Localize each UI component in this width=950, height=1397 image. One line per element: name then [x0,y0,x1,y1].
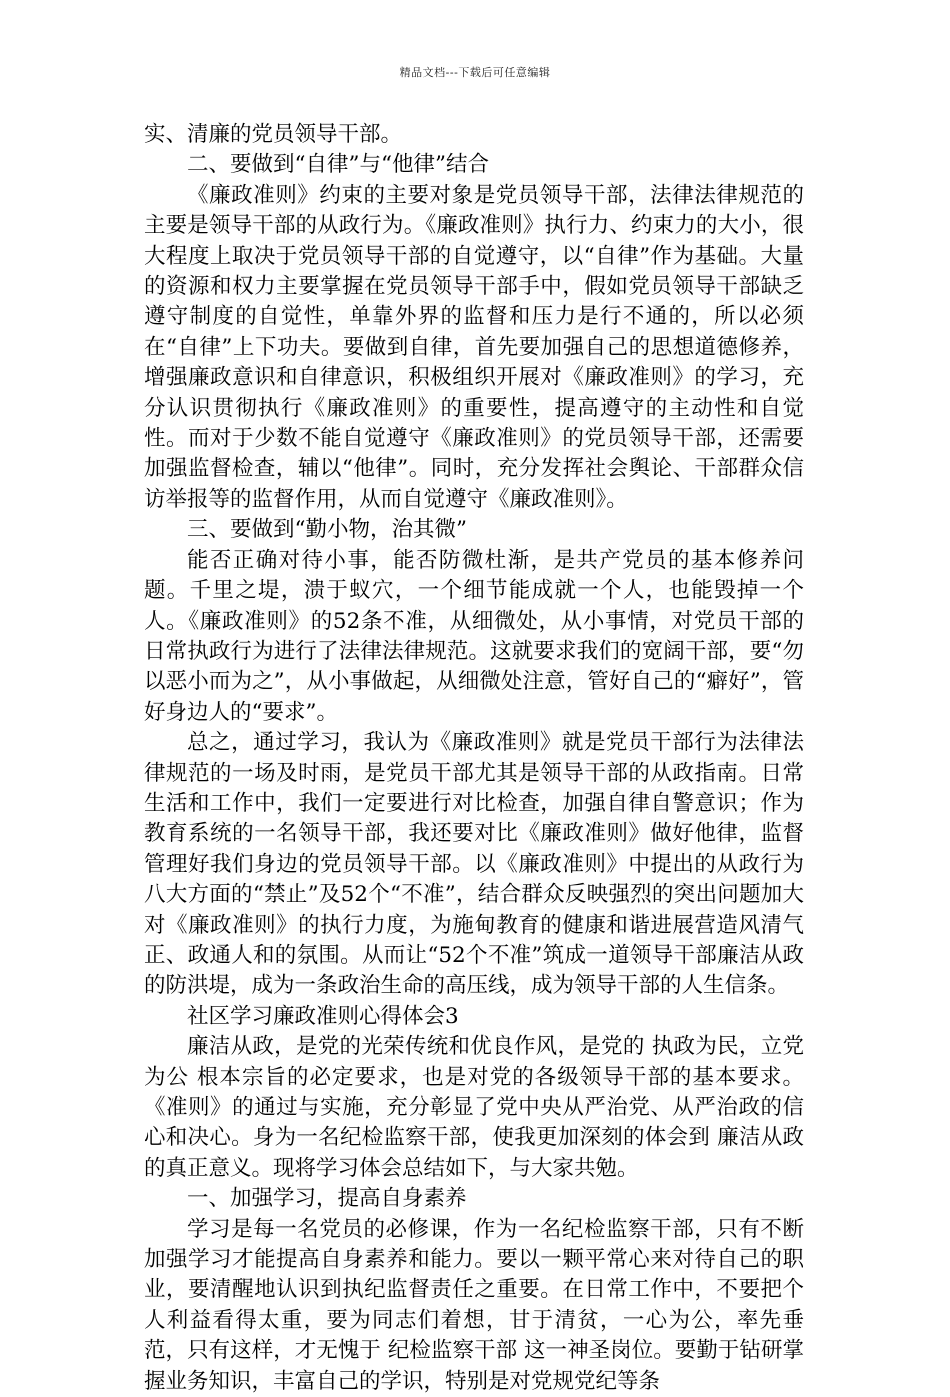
paragraph: 能否正确对待小事，能否防微杜渐，是共产党员的基本修养问题。千里之堤，溃于蚁穴，一个细节能成就一个人，也能毁掉一个人。《廉政准则》的52条不准，从细微处，从小事情，对党员干部的日常执政行为进行了法律法律规范。这就要求我们的宽阔干部，要“勿以恶小而为之”，从小事做起，从细微处注意，管好自己的“癖好”，管好身边人的“要求”。 [144,547,804,725]
article-title: 社区学习廉政准则心得体会3 [187,1003,459,1029]
page-header: 精品文档---下载后可任意编辑 [399,66,551,79]
paragraph: 《廉政准则》约束的主要对象是党员领导干部，法律法律规范的主要是领导干部的从政行为。《廉政准则》执行力、约束力的大小，很大程度上取决于党员领导干部的自觉遵守，以“自律”作为基础。大量的资源和权力主要掌握在党员领导干部手中，假如党员领导干部缺乏遵守制度的自觉性，单靠外界的监督和压力是行不通的，所以必须在“自律”上下功夫。要做到自律，首先要加强自己的思想道德修养，增强廉政意识和自律意识，积极组织开展对《廉政准则》的学习，充分认识贯彻执行《廉政准则》的重要性，提高遵守的主动性和自觉性。而对于少数不能自觉遵守《廉政准则》的党员领导干部，还需要加强监督检查，辅以“他律”。同时，充分发挥社会舆论、干部群众信访举报等的监督作用，从而自觉遵守《廉政准则》。 [144,182,804,512]
section-heading: 一、加强学习，提高自身素养 [187,1186,467,1212]
paragraph: 廉洁从政，是党的光荣传统和优良作风，是党的 执政为民，立党为公 根本宗旨的必定要求，也是对党的各级领导干部的基本要求。《准则》的通过与实施，充分彰显了党中央从严治党、从严治政的信心和决心。身为一名纪检监察干部，使我更加深刻的体会到 廉洁从政 的真正意义。现将学习体会总结如下，与大家共勉。 [144,1034,804,1181]
paragraph: 学习是每一名党员的必修课，作为一名纪检监察干部，只有不断加强学习才能提高自身素养和能力。要以一颗平常心来对待自己的职业，要清醒地认识到执纪监督责任之重要。在日常工作中，不要把个人利益看得太重，要为同志们着想，甘于清贫，一心为公，率先垂范，只有这样，才无愧于 纪检监察干部 这一神圣岗位。要勤于钻研掌握业务知识，丰富自己的学识，特别是对党规党纪等条 [144,1216,804,1394]
section-heading: 三、要做到“勤小物，治其微” [187,517,467,543]
paragraph: 总之，通过学习，我认为《廉政准则》就是党员干部行为法律法律规范的一场及时雨，是党员干部尤其是领导干部的从政指南。日常生活和工作中，我们一定要进行对比检查，加强自律自警意识；作为教育系统的一名领导干部，我还要对比《廉政准则》做好他律，监督管理好我们身边的党员领导干部。以《廉政准则》中提出的从政行为八大方面的“禁止”及52个“不准”，结合群众反映强烈的突出问题加大对《廉政准则》的执行力度，为施甸教育的健康和谐进展营造风清气正、政通人和的氛围。从而让“52个不准”筑成一道领导干部廉洁从政的防洪堤，成为一条政治生命的高压线，成为领导干部的人生信条。 [144,730,804,999]
section-heading: 二、要做到“自律”与“他律”结合 [187,152,489,178]
document-body [144,120,804,1397]
paragraph: 实、清廉的党员领导干部。 [144,122,403,147]
